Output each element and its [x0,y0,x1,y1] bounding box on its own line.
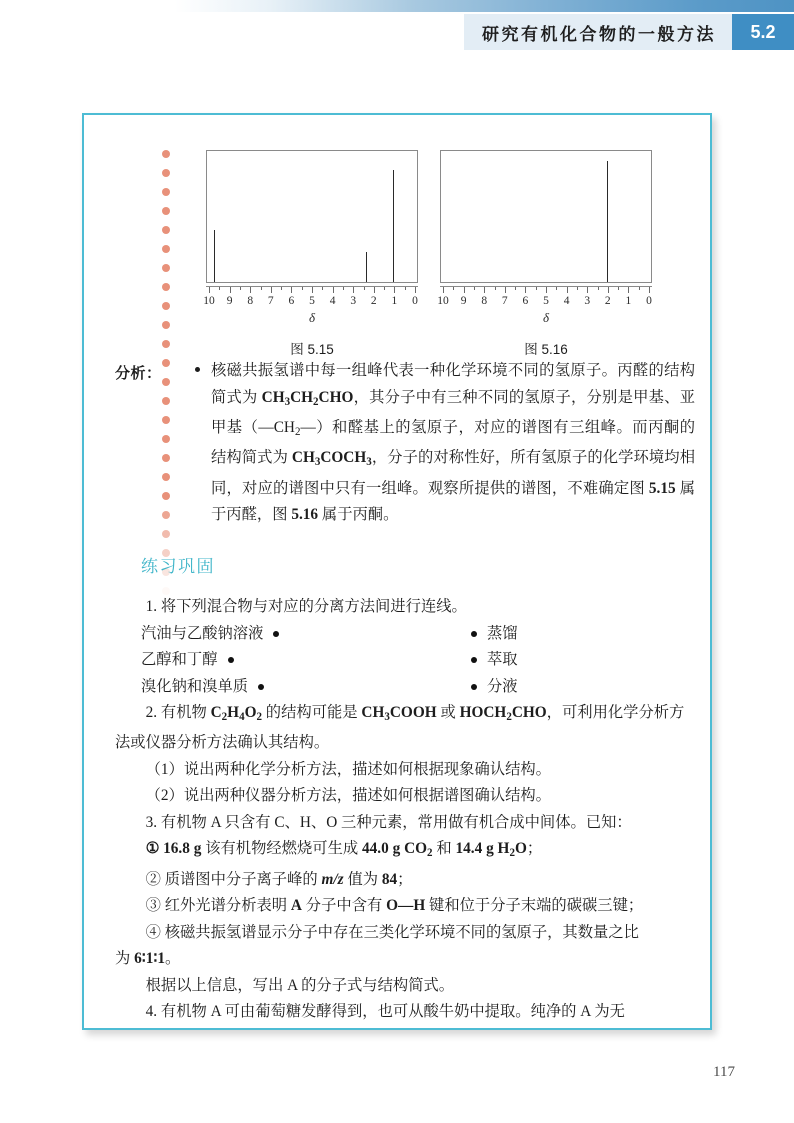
axis-minor-tick [495,287,496,290]
axis-tick-label: 9 [226,295,233,307]
formula-glycolaldehyde: $HOCH_2CHO$ [459,704,547,723]
ref-fig-515: 5.15 [648,479,676,497]
nmr-spectrum-figure-515 [203,150,418,358]
axis-minor-tick [261,287,262,290]
axis-minor-tick [322,287,323,290]
x-axis-label-516: δ [542,310,550,325]
page-title: 研究有机化合物的一般方法 [464,14,732,50]
axis-tick-label: 8 [481,295,488,307]
match-row [115,674,693,701]
match-left-label: 汽油与乙酸钠溶液 [141,624,264,642]
decorative-dot [162,264,170,272]
axis-tick [230,287,231,293]
axis-tick [587,287,588,293]
axis-tick-label: 7 [501,295,508,307]
axis-tick-label: 2 [370,295,377,307]
question-3-item-2 [115,867,693,894]
axis-tick-label: 3 [350,295,357,307]
nmr-peak [214,230,215,283]
axis-tick-label: 5 [309,295,315,307]
question-2-sub-1: （1）说出两种化学分析方法，描述如何根据现象确认结构。 [145,760,551,778]
axis-minor-tick [405,287,406,290]
axis-tick [333,287,334,293]
header-gradient-band [0,0,794,12]
axis-tick-label: 4 [329,295,336,307]
axis-tick-label: 6 [288,295,295,307]
axis-minor-tick [364,287,365,290]
axis-tick-label: 0 [646,295,652,307]
match-dot-right[interactable] [471,631,477,637]
axis-tick-label: 6 [522,295,529,307]
analysis-line-1: 核磁共振氢谱中每一组峰代表一种化学环境不同的氢原子。丙醛的结构简式为 [211,362,695,406]
q2-part-c: 或 [436,704,460,721]
exercises-heading: 练习巩固 [141,557,215,576]
decorative-dot [162,188,170,196]
match-right-item [471,647,518,674]
q3-i2-mz: m/z [321,870,344,888]
analysis-line-2: ，其分子中有三种不同的氢原子，分别是甲基、亚甲基$(—CH_2—)$和醛基上的氢原子，对应的谱图有三组峰。而丙酮的结构简式为 [211,388,695,467]
match-dot-left[interactable] [258,684,264,690]
q2-part-d: ，可利用化学分析方法或仪器分析方法确认其结构。 [115,704,685,752]
q3-i3-A: A [290,897,302,914]
question-3-closing: 根据以上信息，写出 A 的分子式与结构简式。 [145,976,455,994]
analysis-line-3: ，分子的对称性好，所有氢原子的化学环境均相同，对应的谱图中只有一组峰。观察所提供的谱图，不难确定图 [211,449,695,497]
match-left-item [141,647,311,674]
analysis-label: 分析： [115,365,162,382]
page-number: 117 [713,1064,735,1080]
axis-tick [374,287,375,293]
decorative-dot [162,150,170,158]
axis-tick [415,287,416,293]
exercises-body [115,594,693,1026]
question-2-sub-2: （2）说出两种仪器分析方法，描述如何根据谱图确认结构。 [145,787,551,805]
axis-minor-tick [536,287,537,290]
axis-minor-tick [618,287,619,290]
axis-minor-tick [240,287,241,290]
axis-tick-label: 1 [625,295,632,307]
match-dot-right[interactable] [471,684,477,690]
decorative-dot [162,321,170,329]
match-right-label: 萃取 [487,651,518,668]
nmr-plot-area-516 [440,150,652,283]
nmr-peak [607,161,608,282]
q3-i2-a: ② 质谱图中分子离子峰的 [145,870,322,888]
q3-i2-b: 值为 [343,870,382,888]
decorative-dot [162,226,170,234]
match-right-label: 分液 [487,677,518,695]
q3-ratio-b: 。 [165,950,181,967]
header [464,14,794,50]
match-left-label: 乙醇和丁醇 [141,651,218,668]
match-dot-right[interactable] [471,657,477,663]
axis-minor-tick [577,287,578,290]
axis-tick-label: 8 [247,295,254,307]
match-right-label: 蒸馏 [487,624,518,642]
q2-part-a: 2. 有机物 [145,704,211,721]
plot-baseline [441,282,651,283]
q3-i3-c: 键和位于分子末端的碳碳三键； [425,897,644,914]
question-3-ratio [115,946,693,973]
q3-ratio-a: 为 [115,950,135,967]
match-row [115,621,693,648]
axis-tick [312,287,313,293]
decorative-dot [162,207,170,215]
axis-tick-label: 0 [412,295,418,307]
bullet-icon [195,367,200,372]
q3-ratio-value: 6∶1∶1 [134,950,166,967]
analysis-block [115,358,695,529]
formula-c2h4o2: $C_2H_4O_2$ [210,704,262,723]
axis-tick-label: 10 [203,295,215,307]
axis-tick [250,287,251,293]
axis-tick-label: 2 [604,295,611,307]
decorative-dot [162,245,170,253]
match-right-item [471,621,518,648]
match-dot-left[interactable] [273,631,279,637]
axis-tick [525,287,526,293]
q3-i1-a: ① 16.8 g [145,840,202,858]
q3-i3-oh: O—H [386,897,426,914]
match-left-item [141,621,311,648]
axis-tick [484,287,485,293]
x-axis-515 [206,286,418,295]
axis-tick-label: 9 [460,295,467,307]
axis-minor-tick [219,287,220,290]
axis-tick [464,287,465,293]
question-4-stem: 4. 有机物 A 可由葡萄糖发酵得到，也可从酸牛奶中提取。纯净的 A 为无 [145,1003,625,1020]
axis-tick-label: 10 [437,295,449,307]
axis-tick [291,287,292,293]
axis-tick [628,287,629,293]
q3-i1-d: 和 [432,840,456,858]
decorative-dot [162,283,170,291]
axis-minor-tick [598,287,599,290]
analysis-line-5: 属于丙酮。 [318,506,399,524]
q3-i1-c: 44.0 g $CO_2$ [362,840,433,859]
q3-i1-e: 14.4 g $H_2O$ [455,840,527,859]
nmr-peak [366,252,367,282]
match-dot-left[interactable] [228,657,234,663]
axis-minor-tick [453,287,454,290]
match-left-item [141,674,311,701]
q3-i2-val: 84 [381,870,398,888]
decorative-dot [162,530,170,538]
axis-tick-label: 4 [563,295,570,307]
q3-i3-b: 分子中含有 [301,897,387,914]
nmr-spectrum-figure-516 [437,150,652,358]
question-3-item-3 [115,893,693,920]
nmr-peak [393,170,394,283]
axis-tick [505,287,506,293]
axis-minor-tick [515,287,516,290]
x-axis-label-515: δ [308,310,316,325]
q3-i2-c: ； [397,870,413,888]
match-left-label: 溴化钠和溴单质 [141,677,249,695]
axis-minor-tick [343,287,344,290]
question-1-stem: 1. 将下列混合物与对应的分离方法间进行连线。 [145,598,467,615]
analysis-line-4: 属于丙醛，图 [211,479,696,524]
decorative-dot [162,302,170,310]
q3-i1-b: 该有机物经燃烧可生成 [201,840,362,858]
nmr-plot-area-515 [206,150,418,283]
axis-tick [394,287,395,293]
x-axis-tick-labels-515 [203,295,418,311]
question-3-item-4: ④ 核磁共振氢谱显示分子中存在三类化学环境不同的氢原子，其数量之比 [145,923,639,941]
axis-minor-tick [384,287,385,290]
formula-propanal: $CH_3CH_2CHO$ [261,388,354,408]
axis-tick [546,287,547,293]
question-2-stem [115,700,693,757]
question-3-stem: 3. 有机物 A 只含有 C、H、O 三种元素，常用做有机合成中间体。已知： [145,813,632,831]
q3-i3-a: ③ 红外光谱分析表明 [145,897,291,914]
decorative-dot [162,340,170,348]
analysis-body [195,358,695,529]
axis-tick [649,287,650,293]
formula-acetone: $CH_3COCH_3$ [291,449,372,469]
axis-tick-label: 3 [584,295,591,307]
x-axis-516 [440,286,652,295]
spectra-group [203,150,652,358]
axis-tick [567,287,568,293]
axis-tick-label: 1 [391,295,398,307]
figure-caption-515: 图 5.15 [290,342,334,357]
section-number-badge: 5.2 [732,14,794,50]
axis-minor-tick [556,287,557,290]
axis-tick [608,287,609,293]
axis-tick [209,287,210,293]
ref-fig-516: 5.16 [291,506,319,524]
axis-tick-label: 7 [267,295,274,307]
axis-minor-tick [639,287,640,290]
figure-caption-516: 图 5.16 [524,342,568,357]
axis-tick [271,287,272,293]
axis-tick [353,287,354,293]
axis-minor-tick [281,287,282,290]
q2-part-b: 的结构可能是 [261,704,362,721]
axis-minor-tick [474,287,475,290]
match-row [115,647,693,674]
analysis-text [211,358,695,529]
plot-baseline [207,282,417,283]
q3-i1-f: ； [526,840,543,858]
x-axis-tick-labels-516 [437,295,652,311]
match-right-item [471,674,518,701]
axis-tick-label: 5 [543,295,549,307]
axis-minor-tick [302,287,303,290]
decorative-dot [162,169,170,177]
axis-tick [443,287,444,293]
question-3-item-1 [115,836,693,866]
formula-acetic-acid: $CH_3COOH$ [361,704,437,723]
